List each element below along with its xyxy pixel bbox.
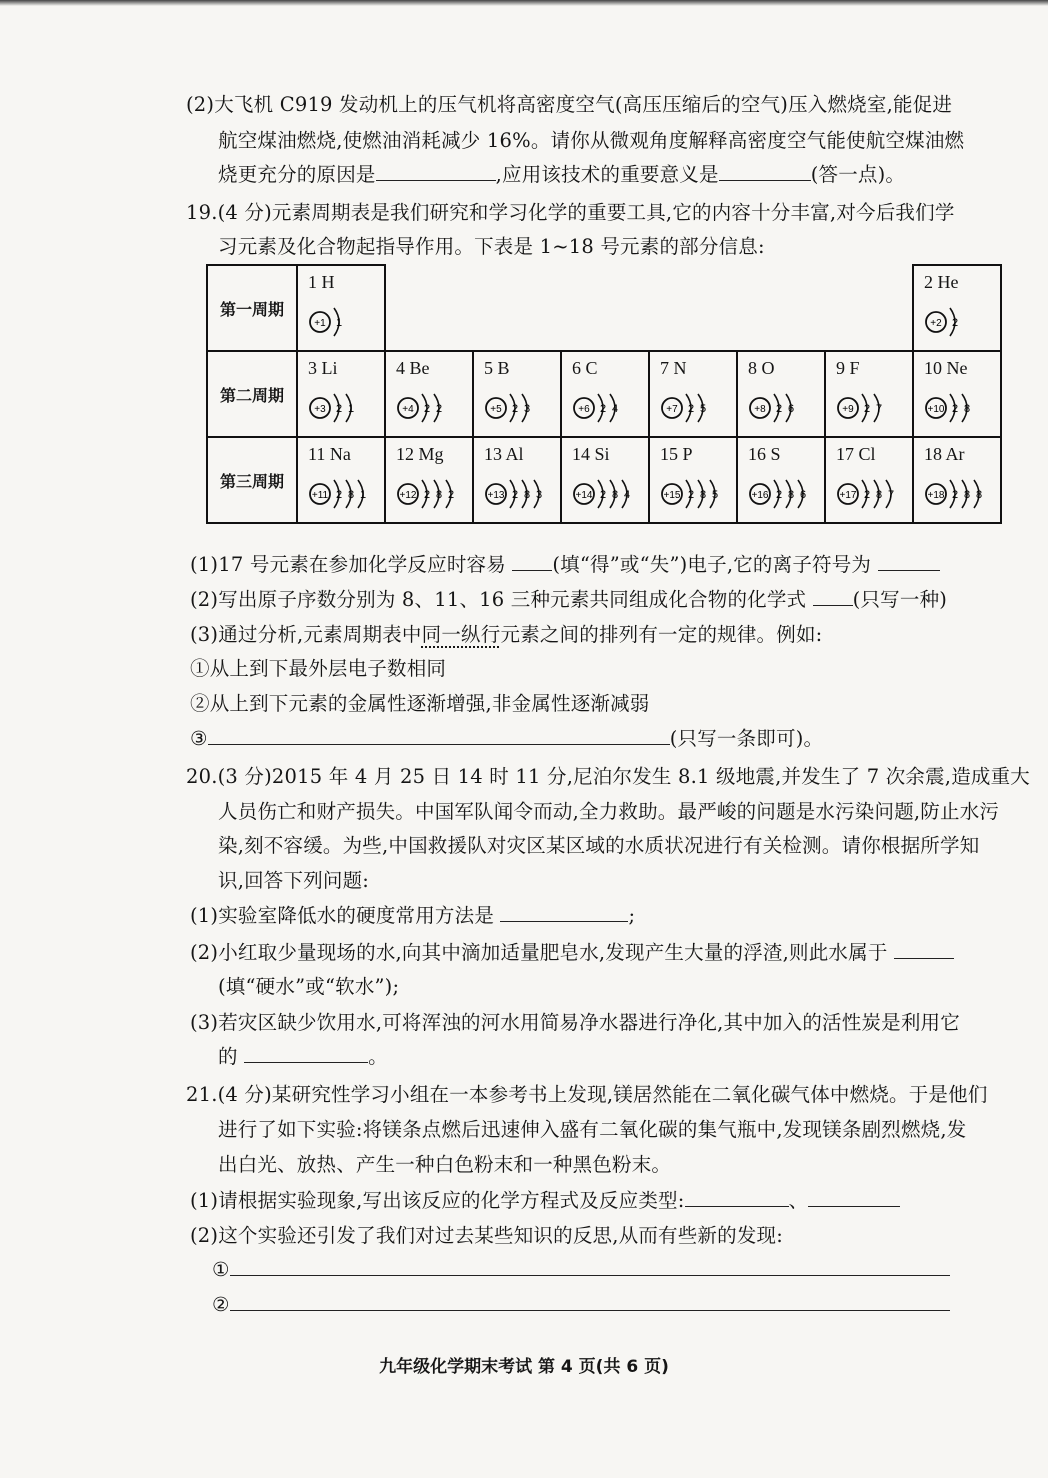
- shell-electron-count: 8: [963, 403, 971, 415]
- nucleus-charge: +18: [927, 490, 945, 501]
- element-cell: [737, 437, 825, 523]
- shell-electron-count: 2: [951, 489, 959, 501]
- shell-electron-count: 8: [787, 489, 795, 501]
- q21-sub2-item2: [212, 1290, 950, 1320]
- q19-sub3-item3-text: (只写一条即可)。: [669, 727, 824, 750]
- element-cell: [913, 351, 1001, 437]
- shell-electron-count: 3: [535, 489, 543, 501]
- q20-sub3-cont: [218, 1042, 388, 1072]
- element-symbol: 15 P: [660, 444, 693, 464]
- q21-sub2-item2-num: ②: [212, 1293, 230, 1316]
- q20-sub3: (3)若灾区缺少饮用水,可将浑浊的河水用简易净水器进行净化,其中加入的活性炭是利用它: [190, 1011, 960, 1034]
- q19-sub2-text-b: (只写一种): [852, 588, 948, 611]
- scan-edge: [0, 0, 1048, 6]
- shell-electron-count: 4: [611, 403, 619, 415]
- element-cell: [297, 351, 385, 437]
- period-1-label: 第一周期: [207, 265, 297, 351]
- q20-sub1-text: (1)实验室降低水的硬度常用方法是: [190, 904, 495, 927]
- nucleus-charge: +10: [927, 404, 945, 415]
- q19-sub3-item3-num: ③: [190, 727, 208, 750]
- q19-sub1-blank-2[interactable]: [878, 550, 940, 571]
- nucleus-charge: +3: [314, 404, 326, 415]
- q20-sub1: [190, 901, 635, 931]
- q18-2-line2: 航空煤油燃烧,使燃油消耗减少 16%。请你从微观角度解释高密度空气能使航空煤油燃: [218, 129, 965, 152]
- element-cell: [825, 437, 913, 523]
- q19-sub1-text-a: (1)17 号元素在参加化学反应时容易: [190, 553, 506, 576]
- q19-line2: 习元素及化合物起指导作用。下表是 1~18 号元素的部分信息:: [218, 235, 765, 258]
- q21-sub1: [190, 1186, 900, 1216]
- q19-sub3-text-b: 元素之间的排列有一定的规律。例如:: [500, 623, 823, 646]
- shell-electron-count: 2: [951, 317, 959, 329]
- shell-electron-count: 2: [423, 403, 431, 415]
- q20-sub3-blank[interactable]: [244, 1042, 368, 1063]
- nucleus-charge: +4: [402, 404, 414, 415]
- q19-sub3: [190, 620, 822, 650]
- q19-line1: 19.(4 分)元素周期表是我们研究和学习化学的重要工具,它的内容十分丰富,对今后我们学: [186, 201, 955, 224]
- q20-line4: 识,回答下列问题:: [218, 869, 370, 892]
- period-3-label: 第三周期: [207, 437, 297, 523]
- nucleus-charge: +11: [311, 490, 329, 501]
- q21-line2: 进行了如下实验:将镁条点燃后迅速伸入盛有二氧化碳的集气瓶中,发现镁条剧烈燃烧,发: [218, 1118, 967, 1141]
- element-cell: [385, 351, 473, 437]
- q20-line3: 染,刻不容缓。为些,中国救援队对灾区某区域的水质状况进行有关检测。请你根据所学知: [218, 834, 980, 857]
- shell-electron-count: 2: [511, 489, 519, 501]
- q20-sub3-end: 。: [368, 1045, 388, 1068]
- q19-sub3-item2: ②从上到下元素的金属性逐渐增强,非金属性逐渐减弱: [190, 692, 650, 715]
- q20-sub2: [190, 938, 954, 968]
- nucleus-charge: +1: [314, 318, 326, 329]
- shell-electron-count: 7: [887, 489, 895, 501]
- atom-structure-diagram: [658, 388, 732, 428]
- q18-2-text-a: 烧更充分的原因是: [218, 163, 376, 186]
- q21-sub2-blank-1[interactable]: [230, 1255, 950, 1276]
- atom-structure-diagram: [570, 388, 644, 428]
- element-cell: [561, 351, 649, 437]
- element-cell: [473, 351, 561, 437]
- q21-line3: 出白光、放热、产生一种白色粉末和一种黑色粉末。: [218, 1153, 672, 1176]
- q20-sub1-blank[interactable]: [500, 901, 628, 922]
- shell-electron-count: 1: [347, 403, 355, 415]
- q21-sub2-item1-num: ①: [212, 1258, 230, 1281]
- element-cell: [649, 437, 737, 523]
- shell-electron-count: 2: [951, 403, 959, 415]
- q21-sub1-blank-1[interactable]: [685, 1186, 789, 1207]
- atom-structure-diagram: [482, 474, 556, 514]
- shell-electron-count: 1: [359, 489, 367, 501]
- atom-structure-diagram: [922, 474, 996, 514]
- nucleus-charge: +9: [842, 404, 854, 415]
- q19-sub3-blank[interactable]: [208, 724, 670, 745]
- q20-sub2-cont: (填“硬水”或“软水”);: [218, 975, 400, 998]
- shell-electron-count: 8: [435, 489, 443, 501]
- element-symbol: 6 C: [572, 358, 598, 378]
- shell-electron-count: 8: [347, 489, 355, 501]
- q20-sub2-text: (2)小红取少量现场的水,向其中滴加适量肥皂水,发现产生大量的浮渣,则此水属于: [190, 941, 888, 964]
- shell-electron-count: 2: [447, 489, 455, 501]
- shell-electron-count: 8: [611, 489, 619, 501]
- shell-electron-count: 2: [687, 489, 695, 501]
- period-2-label: 第二周期: [207, 351, 297, 437]
- nucleus-charge: +13: [487, 490, 505, 501]
- q21-line1: 21.(4 分)某研究性学习小组在一本参考书上发现,镁居然能在二氧化碳气体中燃烧。于是他们: [186, 1083, 988, 1106]
- element-cell: [913, 437, 1001, 523]
- q21-sub2-blank-2[interactable]: [230, 1290, 950, 1311]
- q21-sub2-item1: [212, 1255, 950, 1285]
- shell-electron-count: 2: [599, 489, 607, 501]
- element-cell: [297, 437, 385, 523]
- nucleus-charge: +16: [751, 490, 769, 501]
- nucleus-charge: +7: [666, 404, 678, 415]
- element-symbol: 18 Ar: [924, 444, 965, 464]
- shell-electron-count: 8: [875, 489, 883, 501]
- element-symbol: 12 Mg: [396, 444, 444, 464]
- q21-sub2: (2)这个实验还引发了我们对过去某些知识的反思,从而有些新的发现:: [190, 1224, 783, 1247]
- element-symbol: 7 N: [660, 358, 687, 378]
- page-footer: 九年级化学期末考试 第 4 页(共 6 页): [379, 1357, 669, 1377]
- element-symbol: 3 Li: [308, 358, 338, 378]
- atom-structure-diagram: [746, 388, 820, 428]
- shell-electron-count: 2: [687, 403, 695, 415]
- element-cell: [825, 351, 913, 437]
- q19-sub2: [190, 585, 947, 615]
- element-cell: [649, 351, 737, 437]
- q19-sub3-item3: [190, 724, 823, 754]
- element-symbol: 2 He: [924, 272, 959, 292]
- element-cell: [385, 437, 473, 523]
- q19-sub3-text-a: (3)通过分析,元素周期表中: [190, 623, 422, 646]
- q20-sub3-text: 的: [218, 1045, 238, 1068]
- q18-2-text-b: ,应用该技术的重要意义是: [495, 163, 719, 186]
- nucleus-charge: +2: [930, 318, 942, 329]
- atom-structure-diagram: [834, 388, 908, 428]
- shell-electron-count: 2: [599, 403, 607, 415]
- element-cell: [737, 351, 825, 437]
- blank-gap: [385, 265, 913, 351]
- shell-electron-count: 2: [511, 403, 519, 415]
- element-symbol: 9 F: [836, 358, 860, 378]
- shell-electron-count: 2: [775, 403, 783, 415]
- element-symbol: 16 S: [748, 444, 781, 464]
- q19-sub2-blank[interactable]: [813, 585, 853, 606]
- element-cell: [561, 437, 649, 523]
- shell-electron-count: 2: [863, 403, 871, 415]
- shell-electron-count: 5: [711, 489, 719, 501]
- shell-electron-count: 8: [975, 489, 983, 501]
- atom-structure-diagram: [394, 388, 468, 428]
- shell-electron-count: 2: [335, 403, 343, 415]
- element-symbol: 1 H: [308, 272, 335, 292]
- nucleus-charge: +12: [399, 490, 417, 501]
- shell-electron-count: 1: [335, 317, 343, 329]
- shell-electron-count: 2: [423, 489, 431, 501]
- element-symbol: 10 Ne: [924, 358, 968, 378]
- shell-electron-count: 5: [699, 403, 707, 415]
- element-cell: [297, 265, 385, 351]
- q18-2-blank-1[interactable]: [376, 160, 496, 181]
- q19-sub2-text-a: (2)写出原子序数分别为 8、11、16 三种元素共同组成化合物的化学式: [190, 588, 807, 611]
- atom-structure-diagram: [834, 474, 908, 514]
- shell-electron-count: 2: [863, 489, 871, 501]
- shell-electron-count: 8: [523, 489, 531, 501]
- q19-sub1: [190, 550, 940, 580]
- atom-structure-diagram: [306, 302, 380, 342]
- q20-sub1-end: ;: [628, 904, 636, 927]
- shell-electron-count: 4: [623, 489, 631, 501]
- q19-sub1-blank-1[interactable]: [512, 550, 552, 571]
- nucleus-charge: +15: [663, 490, 681, 501]
- nucleus-charge: +8: [754, 404, 766, 415]
- atom-structure-diagram: [922, 388, 996, 428]
- q18-2-blank-2[interactable]: [719, 160, 811, 181]
- element-symbol: 13 Al: [484, 444, 524, 464]
- atom-structure-diagram: [746, 474, 820, 514]
- atom-structure-diagram: [306, 388, 380, 428]
- periodic-table: [206, 264, 1002, 524]
- q20-line2: 人员伤亡和财产损失。中国军队闻令而动,全力救助。最严峻的问题是水污染问题,防止水污: [218, 800, 1000, 823]
- q20-sub2-blank[interactable]: [894, 938, 954, 959]
- q21-sub1-sep: 、: [788, 1189, 809, 1212]
- q20-line1: 20.(3 分)2015 年 4 月 25 日 14 时 11 分,尼泊尔发生 8.1 级地震,并发生了 7 次余震,造成重大: [186, 765, 1030, 788]
- element-symbol: 14 Si: [572, 444, 610, 464]
- element-symbol: 17 Cl: [836, 444, 876, 464]
- q19-sub3-item1: ①从上到下最外层电子数相同: [190, 657, 447, 680]
- atom-structure-diagram: [922, 302, 996, 342]
- q18-2-text-c: (答一点)。: [810, 163, 906, 186]
- shell-electron-count: 2: [335, 489, 343, 501]
- q21-sub1-text: (1)请根据实验现象,写出该反应的化学方程式及反应类型:: [190, 1189, 685, 1212]
- element-symbol: 4 Be: [396, 358, 430, 378]
- nucleus-charge: +6: [578, 404, 590, 415]
- q18-2-line3: [218, 160, 905, 190]
- shell-electron-count: 2: [435, 403, 443, 415]
- nucleus-charge: +14: [575, 490, 593, 501]
- shell-electron-count: 8: [699, 489, 707, 501]
- nucleus-charge: +17: [839, 490, 857, 501]
- element-symbol: 5 B: [484, 358, 510, 378]
- q19-sub3-emphasis: 同一纵行: [421, 623, 501, 646]
- element-cell: [913, 265, 1001, 351]
- shell-electron-count: 6: [799, 489, 807, 501]
- atom-structure-diagram: [306, 474, 380, 514]
- shell-electron-count: 8: [963, 489, 971, 501]
- shell-electron-count: 2: [775, 489, 783, 501]
- atom-structure-diagram: [394, 474, 468, 514]
- element-cell: [473, 437, 561, 523]
- shell-electron-count: 7: [875, 403, 883, 415]
- q18-2-line1: (2)大飞机 C919 发动机上的压气机将高密度空气(高压压缩后的空气)压入燃烧室,能促进: [186, 93, 953, 116]
- atom-structure-diagram: [570, 474, 644, 514]
- element-symbol: 8 O: [748, 358, 775, 378]
- q21-sub1-blank-2[interactable]: [808, 1186, 900, 1207]
- shell-electron-count: 3: [523, 403, 531, 415]
- q19-sub1-text-b: (填“得”或“失”)电子,它的离子符号为: [552, 553, 872, 576]
- atom-structure-diagram: [482, 388, 556, 428]
- atom-structure-diagram: [658, 474, 732, 514]
- shell-electron-count: 6: [787, 403, 795, 415]
- nucleus-charge: +5: [490, 404, 502, 415]
- element-symbol: 11 Na: [308, 444, 351, 464]
